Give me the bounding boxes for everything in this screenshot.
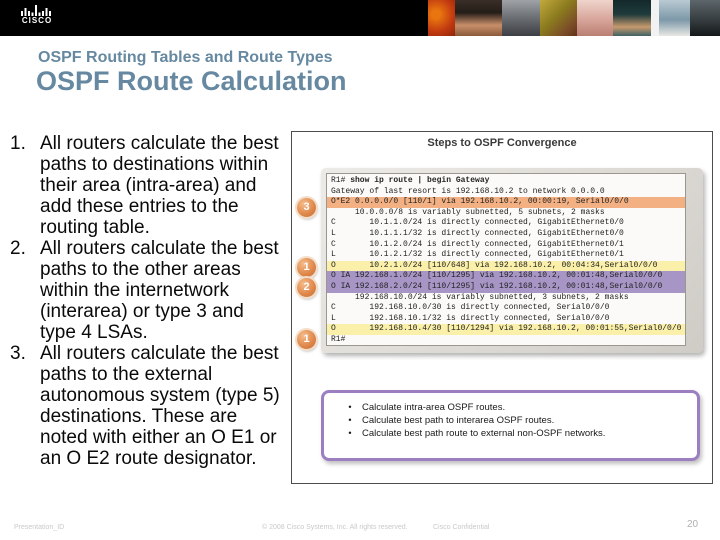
terminal-command: show ip route | begin Gateway — [350, 176, 490, 185]
header-bar — [0, 0, 720, 36]
step-text: All routers calculate the best paths to destinations within their area (intra-area) and add these entries to the routing table. — [40, 133, 279, 238]
terminal-line: Gateway of last resort is 192.168.10.2 to network 0.0.0.0 — [331, 186, 605, 196]
photo-strip-gap — [651, 0, 659, 36]
legend-text: Calculate intra-area OSPF routes. — [362, 402, 506, 413]
slide-title: OSPF Route Calculation — [36, 66, 347, 96]
terminal-line: C 192.168.10.0/30 is directly connected, Serial0/0/0 — [331, 303, 610, 313]
step-number: 2. — [10, 238, 26, 259]
photo-tile — [659, 0, 690, 36]
terminal-line: C 10.1.2.0/24 is directly connected, GigabitEthernet0/1 — [331, 239, 624, 249]
terminal-line: 192.168.10.0/24 is variably subnetted, 3 subnets, 2 masks — [331, 292, 629, 302]
legend-text: Calculate best path route to external non-OSPF networks. — [362, 428, 606, 439]
step-number: 1. — [10, 133, 26, 154]
callout-badge-1: 1 — [297, 258, 316, 277]
terminal-line-interarea-route: O IA 192.168.2.0/24 [110/1295] via 192.168.10.2, 00:01:48,Serial0/0/0 — [327, 282, 685, 293]
step-item — [10, 133, 292, 238]
page-number: 20 — [687, 519, 699, 530]
terminal-window — [321, 168, 703, 353]
confidential-text: Cisco Confidential — [433, 524, 490, 531]
terminal-line: C 10.1.1.0/24 is directly connected, GigabitEthernet0/0 — [331, 218, 624, 228]
terminal-line: 10.0.0.0/8 is variably subnetted, 5 subnets, 2 masks — [331, 207, 605, 217]
terminal-line-interarea-route: O IA 192.168.1.0/24 [110/1295] via 192.168.10.2, 00:01:48,Serial0/0/0 — [327, 271, 685, 282]
photo-tile — [613, 0, 651, 36]
photo-tile — [455, 0, 502, 36]
presentation-id: Presentation_ID — [14, 524, 65, 531]
terminal-line-intra-area-route: O 192.168.10.4/30 [110/1294] via 192.168.10.2, 00:01:55,Serial0/0/0 — [327, 324, 685, 335]
terminal-line: L 192.168.10.1/32 is directly connected, Serial0/0/0 — [331, 313, 610, 323]
callout-badge-3: 3 — [297, 198, 316, 217]
step-number: 3. — [10, 343, 26, 364]
bullet-icon: • — [348, 428, 352, 438]
photo-tile — [540, 0, 577, 36]
bullet-icon: • — [348, 415, 352, 425]
terminal-output — [326, 173, 686, 346]
terminal-line: L 10.1.2.1/32 is directly connected, GigabitEthernet0/1 — [331, 250, 624, 260]
terminal-prompt: R1# — [331, 176, 351, 185]
slide-kicker: OSPF Routing Tables and Route Types — [38, 49, 333, 66]
cisco-logo — [14, 4, 60, 34]
step-text: All routers calculate the best paths to the external autonomous system (type 5) destinations. These are noted with either an O E1 or an O E2 route designator. — [40, 343, 280, 469]
photo-tile — [502, 0, 540, 36]
photo-strip — [428, 0, 720, 36]
figure-panel — [291, 131, 713, 484]
legend-item — [338, 414, 697, 427]
legend-text: Calculate best path to interarea OSPF routes. — [362, 415, 555, 426]
terminal-line-external-route: O*E2 0.0.0.0/0 [110/1] via 192.168.10.2, 00:00:19, Serial0/0/0 — [327, 197, 685, 208]
copyright-text: © 2008 Cisco Systems, Inc. All rights reserved. — [262, 524, 408, 531]
legend-item — [338, 427, 697, 440]
legend-box — [321, 390, 700, 461]
photo-tile — [577, 0, 613, 36]
step-text: All routers calculate the best paths to the other areas within the internetwork (interarea) or type 3 and type 4 LSAs. — [40, 238, 279, 343]
terminal-prompt-line: R1# — [331, 334, 346, 344]
terminal-command-line — [327, 176, 685, 187]
steps-list — [10, 133, 292, 469]
callout-badge-1b: 1 — [297, 330, 316, 349]
legend-item — [338, 401, 697, 414]
cisco-logo-bars-icon — [21, 4, 53, 16]
terminal-line-intra-area-route: O 10.2.1.0/24 [110/648] via 192.168.10.2, 00:04:34,Serial0/0/0 — [327, 261, 685, 272]
callout-badge-2: 2 — [297, 278, 316, 297]
terminal-line: L 10.1.1.1/32 is directly connected, GigabitEthernet0/0 — [331, 228, 624, 238]
photo-tile — [690, 0, 720, 36]
photo-tile — [428, 0, 455, 36]
figure-title: Steps to OSPF Convergence — [427, 137, 577, 149]
step-item — [10, 343, 292, 469]
cisco-logo-text: CISCO — [21, 16, 53, 25]
bullet-icon: • — [348, 402, 352, 412]
step-item — [10, 238, 292, 343]
